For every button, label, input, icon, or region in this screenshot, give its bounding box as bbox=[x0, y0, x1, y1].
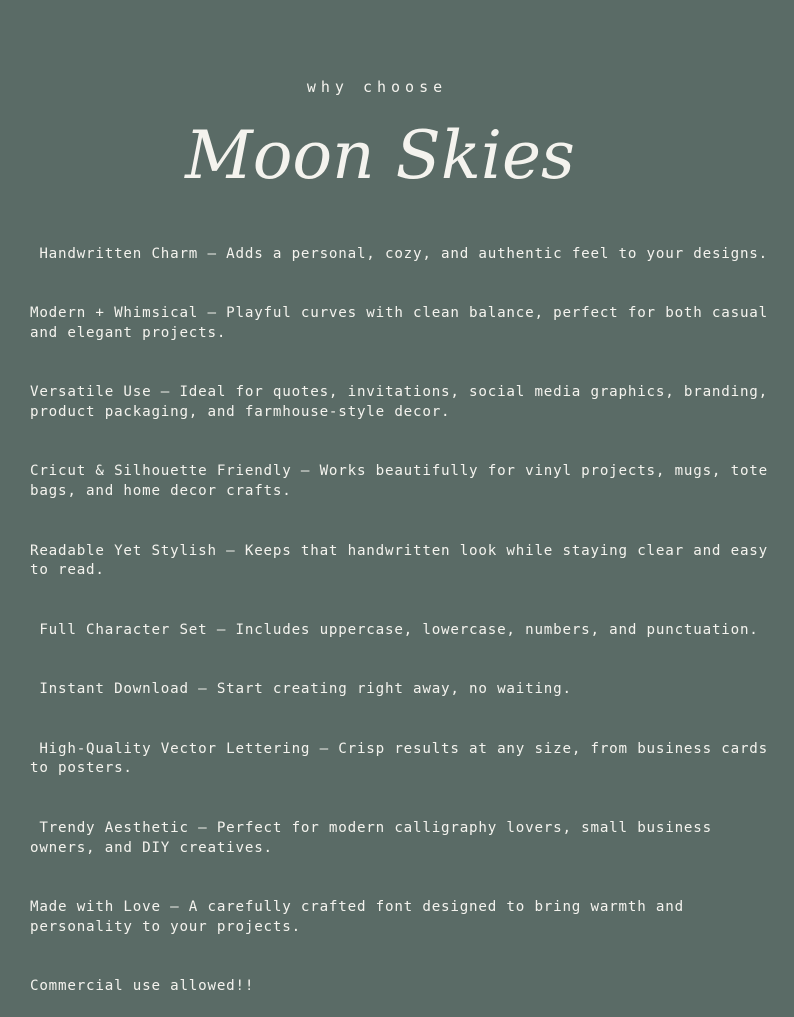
feature-item: Trendy Aesthetic – Perfect for modern calligraphy lovers, small business owners, and DIY creatives. bbox=[30, 819, 722, 856]
feature-item: High-Quality Vector Lettering – Crisp results at any size, from business cards to posters. bbox=[30, 740, 778, 777]
feature-item: Readable Yet Stylish – Keeps that handwritten look while staying clear and easy to read. bbox=[30, 542, 778, 579]
title-script-svg bbox=[185, 108, 575, 204]
feature-item: Full Character Set – Includes uppercase, lowercase, numbers, and punctuation. bbox=[30, 621, 759, 638]
font-name-title bbox=[185, 108, 575, 204]
feature-item: Cricut & Silhouette Friendly – Works beautifully for vinyl projects, mugs, tote bags, and home decor crafts. bbox=[30, 463, 778, 500]
kicker-text: why choose bbox=[306, 78, 448, 96]
feature-item: Made with Love – A carefully crafted font designed to bring warmth and personality to your projects. bbox=[30, 898, 694, 935]
feature-item: Modern + Whimsical – Playful curves with clean balance, perfect for both casual and elegant projects. bbox=[30, 304, 778, 341]
feature-item: Handwritten Charm – Adds a personal, cozy, and authentic feel to your designs. bbox=[30, 245, 768, 262]
title-text: Moon Skies bbox=[185, 117, 575, 194]
feature-item: Versatile Use – Ideal for quotes, invitations, social media graphics, branding, product packaging, and farmhouse-style decor. bbox=[30, 384, 778, 420]
feature-list bbox=[30, 205, 778, 1017]
feature-item: Instant Download – Start creating right away, no waiting. bbox=[30, 681, 572, 698]
feature-item: Commercial use allowed!! bbox=[30, 978, 255, 995]
